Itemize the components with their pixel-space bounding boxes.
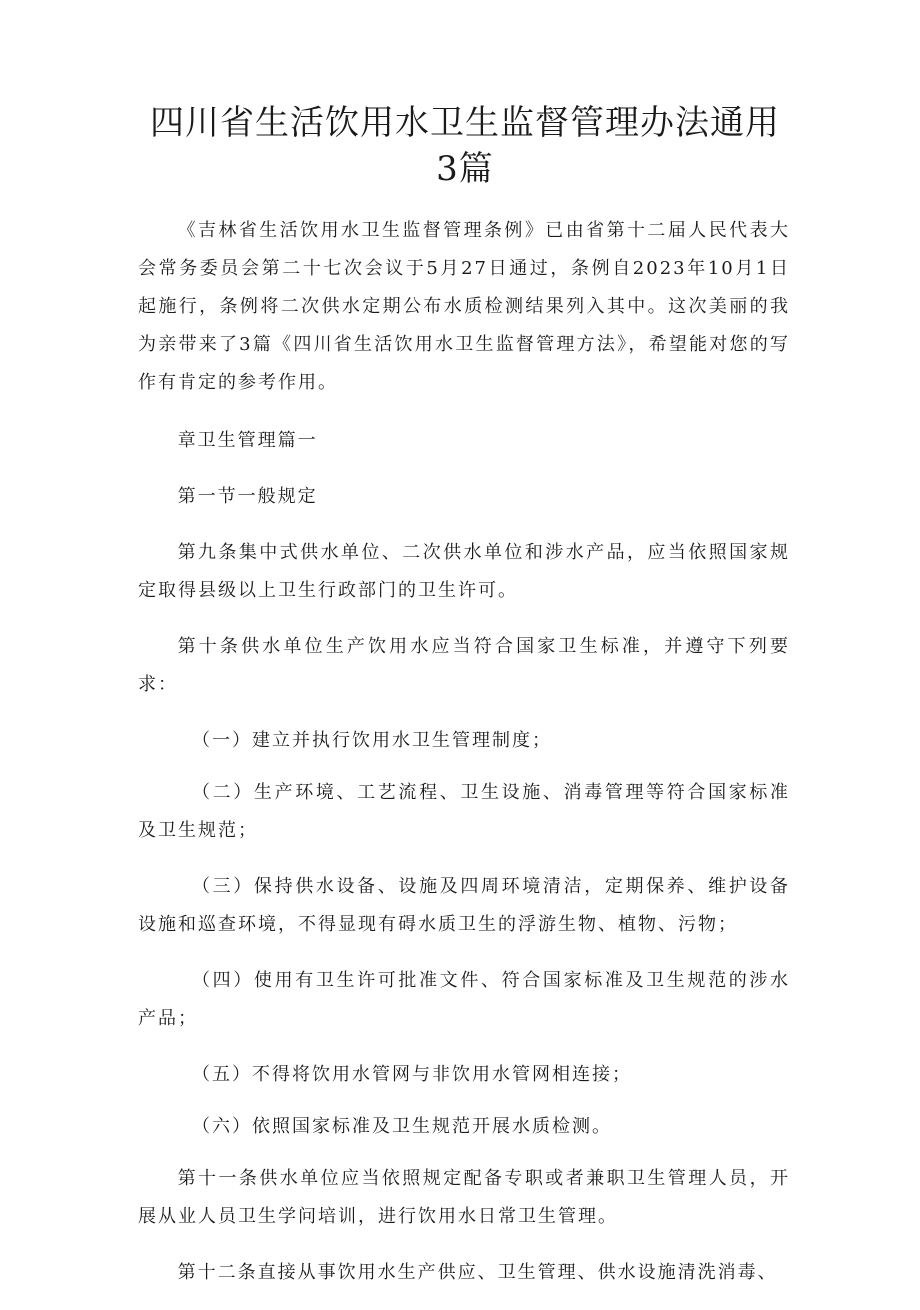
article-10-item-5: （五）不得将饮用水管网与非饮用水管网相连接； <box>192 1064 632 1085</box>
document-body <box>138 212 790 1310</box>
article-10-item-4: （四）使用有卫生许可批准文件、符合国家标准及卫生规范的涉水产品； <box>138 970 790 1029</box>
article-11: 第十一条供水单位应当依照规定配备专职或者兼职卫生管理人员，开展从业人员卫生学问培训，进行饮用水日常卫生管理。 <box>138 1168 790 1227</box>
article-10: 第十条供水单位生产饮用水应当符合国家卫生标准，并遵守下列要求： <box>138 636 790 695</box>
section-heading: 第一节一般规定 <box>177 486 318 507</box>
article-12: 第十二条直接从事饮用水生产供应、卫生管理、供水设施清洗消毒、 <box>177 1262 778 1283</box>
chapter-heading: 章卫生管理篇一 <box>177 430 318 451</box>
article-9: 第九条集中式供水单位、二次供水单位和涉水产品，应当依照国家规定取得县级以上卫生行政部门的卫生许可。 <box>138 542 790 601</box>
article-10-item-1: （一）建立并执行饮用水卫生管理制度； <box>192 730 552 751</box>
intro-paragraph: 《吉林省生活饮用水卫生监督管理条例》已由省第十二届人民代表大会常务委员会第二十七次会议于5月27日通过，条例自2023年10月1日起施行，条例将二次供水定期公布水质检测结果列入其中。这次美丽的我为亲带来了3篇《四川省生活饮用水卫生监督管理方法》，希望能对您的写作有肯定的参考作用。 <box>138 220 790 393</box>
article-10-item-6: （六）依照国家标准及卫生规范开展水质检测。 <box>192 1116 612 1137</box>
article-10-item-2: （二）生产环境、工艺流程、卫生设施、消毒管理等符合国家标准及卫生规范； <box>138 782 790 841</box>
document-title: 四川省生活饮用水卫生监督管理办法通用3篇 <box>150 103 780 189</box>
article-10-item-3: （三）保持供水设备、设施及四周环境清洁，定期保养、维护设备设施和巡查环境，不得显现有碍水质卫生的浮游生物、植物、污物； <box>138 876 790 935</box>
